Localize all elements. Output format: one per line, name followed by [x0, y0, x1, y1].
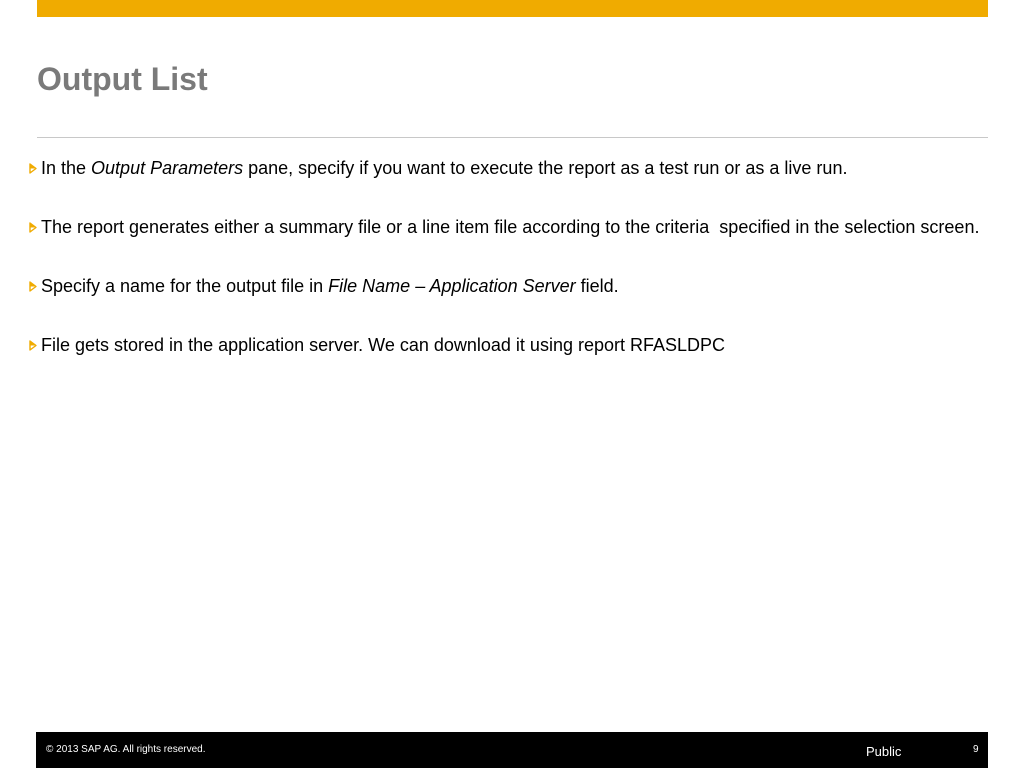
arrow-bullet-icon — [27, 276, 41, 296]
bullet-text: field. — [575, 276, 619, 296]
bullet-list — [27, 150, 987, 386]
bullet-text: In the — [41, 158, 92, 178]
footer-classification: Public — [866, 744, 902, 759]
bullet-item — [27, 150, 987, 186]
footer-copyright: © 2013 SAP AG. All rights reserved. — [46, 744, 206, 755]
bullet-item — [27, 327, 987, 363]
arrow-bullet-icon — [27, 335, 41, 355]
title-divider — [37, 137, 988, 138]
emphasized-text: Output Parameters — [91, 158, 244, 178]
arrow-bullet-icon — [27, 158, 41, 178]
arrow-bullet-icon — [27, 217, 41, 237]
bullet-item — [27, 209, 987, 245]
bullet-item — [27, 268, 987, 304]
emphasized-text: File Name – Application Server — [328, 276, 576, 296]
bullet-text: File gets stored in the application server. We can download it using report RFASLDPC — [41, 335, 726, 355]
slide-title: Output List — [37, 61, 208, 97]
page-number: 9 — [973, 744, 979, 755]
bullet-text: The report generates either a summary file or a line item file according to the criteria specified in the selection screen. — [41, 217, 980, 237]
footer-bar — [36, 732, 988, 768]
bullet-text: Specify a name for the output file in — [41, 276, 329, 296]
bullet-text: pane, specify if you want to execute the report as a test run or as a live run. — [243, 158, 848, 178]
accent-bar — [37, 0, 988, 17]
